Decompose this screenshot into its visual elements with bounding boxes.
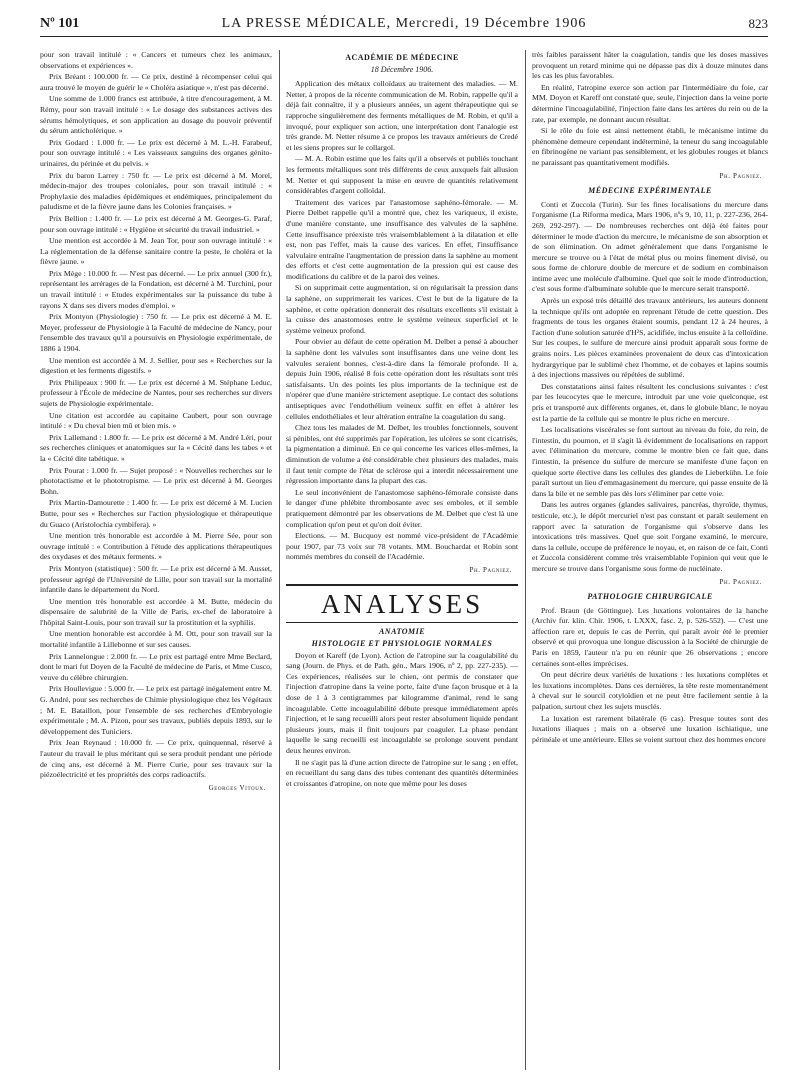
subsection-heading: HISTOLOGIE ET PHYSIOLOGIE NORMALES xyxy=(311,639,493,649)
journal-title: LA PRESSE MÉDICALE, Mercredi, 19 Décembre 1906 xyxy=(221,16,587,31)
paragraph: Prix Lallemand : 1.800 fr. — Le prix est décerné à M. André Léri, pour ses recherches cliniques et anatomiques sur la « Cécité dans les tabes » et la « Cécité dite tabétique. » xyxy=(40,432,272,463)
paragraph: Doyon et Kareff (de Lyon). Action de l'atropine sur la coagulabilité du sang (Journ. de Phys. et de Path. gén., Mars 1906, nº 2, pp. 227-235). — Ces expériences, réalisées sur le chien, ont permis de constater que l'injection d'atropine dans la veine porte, faite d'une façon brusque et à la dose de 1 à 3 centigrammes par kilogramme d'animal, rend le sang incoagulable. Cette incoagulabilité débute presque immédiatement après l'injection, et le sang recueilli alors peut rester absolument liquide pendant plusieurs jours, mais il finit toujours par coaguler. La phase pendant laquelle le sang recueilli est incoagulable se prolonge souvent pendant deux heures environ. xyxy=(286,650,518,756)
author-signature: Ph. Pagniez. xyxy=(469,565,512,574)
paragraph: Prix Montyon (statistique) : 500 fr. — Le prix est décerné à M. Ausset, professeur agrégé de l'Université de Lille, pour son travail sur la mortalité infantile dans le département du Nord. xyxy=(40,563,272,595)
paragraph: Prix Bellion : 1.400 fr. — Le prix est décerné à M. Georges-G. Paraf, pour son ouvrage intitulé : « Hygiène et sécurité du travail industriel. » xyxy=(40,213,272,234)
paragraph: Une mention très honorable est accordée à M. Butte, médecin du dispensaire de salubrité de la Ville de Paris, ex-chef de laboratoire à l'hôpital Saint-Louis, pour son travail sur la prostitution et la syphilis. xyxy=(40,596,272,627)
page-number: 823 xyxy=(748,16,768,31)
paragraph: On peut décrire deux variétés de luxations : les luxations complètes et les luxations incomplètes. Dans ces dernières, la tête reste momentanément à cheval sur le sourcil cotyloïdien et ne peut être facilement sentie à la palpation, surtout chez les sujets musclés. xyxy=(532,670,768,712)
author-signature: Ph. Pagniez. xyxy=(719,577,762,586)
paragraph: Traitement des varices par l'anastomose saphéno-fémorale. — M. Pierre Delbet rappelle qu'il a montré que, chez les variqueux, il existe, d'une manière constante, une insuffisance des valvules de la saphène. Cette insuffisance préexiste très vraisemblablement à la dilatation et elle est, non pas l'effet, mais la cause des varices. En effet, l'insuffisance valvulaire entraîne l'augmentation de pression dans la saphène au moment des efforts et c'est cette augmentation de la pression qui est cause des modifications du calibre et de la paroi des veines. xyxy=(286,197,518,281)
paragraph: Si on supprimait cette augmentation, si on régularisait la pression dans la saphène, on supprimerait les varices. C'est le but de la ligature de la saphène, et cette opération donnerait des résultats excellents s'il existait à la cuisse des anastomoses entre le système veineux superficiel et le système veineux profond. xyxy=(286,283,518,335)
paragraph: Une mention est accordée à M. Jean Tor, pour son ouvrage intitulé : « La réglementation de la défense sanitaire contre la peste, le choléra et la fièvre jaune. » xyxy=(40,236,272,267)
paragraph: pour son travail intitulé : « Cancers et tumeurs chez les animaux, observations et expériences ». xyxy=(40,50,272,70)
page-header xyxy=(40,14,768,37)
author-signature: Georges Vitoux. xyxy=(208,783,266,792)
paragraph: Une mention honorable est accordée à M. Ott, pour son travail sur la mortalité infantile à Lillebonne et sur ses causes. xyxy=(40,629,272,650)
paragraph: La luxation est rarement bilatérale (6 cas). Presque toutes sont des luxations iliaques ; mais on a observé une luxation ischiatique, une périnéale et une antérieure. Elles se voient surtout chez des hommes encore xyxy=(532,713,768,744)
paragraph: Prix Bréant : 100.000 fr. — Ce prix, destiné à récompenser celui qui aura trouvé le moyen de guérir le « Choléra asiatique », n'est pas décerné. xyxy=(40,72,272,92)
paragraph: Prix Jean Reynaud : 10.000 fr. — Ce prix, quinquennal, réservé à l'auteur du travail le plus méritant qui se sera produit pendant une période de cinq ans, est décerné à M. Pierre Curie, pour ses travaux sur la piézoélectricité et les propriétés des corps radioactifs. xyxy=(40,738,272,780)
paragraph: Si le rôle du foie est ainsi nettement établi, le mécanisme intime du phénomène demeure cependant indéterminé, la teneur du sang incoagulable en fibrinogène ne variant pas sensiblement, et les globules rouges et blancs ne paraissant pas quantitativement modifiés. xyxy=(532,126,768,167)
paragraph: Il ne s'agit pas là d'une action directe de l'atropine sur le sang ; en effet, en recueillant du sang dans des tubes contenant des quantités déterminées et croissantes d'atropine, on note que même pour les doses xyxy=(286,757,518,788)
paragraph: Application des métaux colloïdaux au traitement des maladies. — M. Netter, à propos de la récente communication de M. Robin, rappelle qu'il a déjà fait connaître, il y a plusieurs années, un agent thérapeutique qui se rapproche singulièrement des ferments métalliques de M. Robin, et qu'il a invoqué, pour expliquer son action, une interprétation dont l'analogie est très grande. M. Netter résume à ce propos les travaux antérieurs de Credé et les siens propres sur le collargol. xyxy=(286,79,518,152)
paragraph: Prix Philipeaux : 900 fr. — Le prix est décerné à M. Stéphane Leduc, professeur à l'École de médecine de Nantes, pour ses recherches sur divers sujets de Physiologie expérimentale. xyxy=(40,377,272,408)
section-heading: PATHOLOGIE CHIRURGICALE xyxy=(587,592,713,602)
paragraph: Des constatations ainsi faites résultent les conclusions suivantes : c'est par les leucocytes que le mercure, introduit par une voie quelconque, est pris et transporté aux différents organes, et, dans le globule blanc, le noyau est la partie de la cellule qui se montre le plus riche en mercure. xyxy=(532,381,768,423)
paragraph: Prix Mège : 10.000 fr. — N'est pas décerné. — Le prix annuel (300 fr.), représentant les arrérages de la Fondation, est décerné à M. Turchini, pour un travail intitulé : « Etudes expérimentales sur la puissance du tube à rayons X dans ses divers modes d'emploi. » xyxy=(40,268,272,310)
paragraph: Pour obvier au défaut de cette opération M. Delbet a pensé à aboucher la saphène dont les valvules sont insuffisantes dans une veine dont les valvules seraient bonnes, c'est-à-dire dans la fémorale profonde. Il a, depuis Juin 1906, réalisé 8 fois cette opération dont les résultats sont très satisfaisants. Un des points les plus importants de la technique est de n'opérer que d'une manière strictement aseptique. Le contact des solutions antiseptiques avec l'endothélium veineux suffit en effet à altérer les cellules endothéliales et leur altération entraîne la coagulation du sang. xyxy=(286,337,518,421)
paragraph: Elections. — M. Bucquoy est nommé vice-président de l'Académie pour 1907, par 73 voix sur 78 votants. MM. Bouchardat et Robin sont nommés membres du conseil de l'Académie. xyxy=(286,531,518,562)
paragraph: très faibles paraissent hâter la coagulation, tandis que les doses massives provoquent un retard minime qui ne dépasse pas dix à douze minutes dans les cas les plus favorables. xyxy=(532,50,768,81)
paragraph: Prix Godard : 1.000 fr. — Le prix est décerné à M. L.-H. Farabeuf, pour son ouvrage intitulé : « Les vaisseaux sanguins des organes génito-urinaires, du périnée et du pelvis. » xyxy=(40,137,272,168)
paragraph: — M. A. Robin estime que les faits qu'il a observés et publiés touchant les ferments métalliques sont très différents de ceux auxquels fait allusion M. Netter et qui supposent la mise en œuvre de quantités relativement considérables d'argent colloïdal. xyxy=(286,154,518,196)
paragraph: Conti et Zuccola (Turin). Sur les fines localisations du mercure dans l'organisme (La Riforma medica, Mars 1906, nºs 9, 10, 11, p. 227-236, 264-269, 292-297). — De nombreuses recherches ont déjà été faites pour déterminer le mode d'action du mercure, le mécanisme de son absorption et de son élimination. On admet généralement que dans l'organisme le mercure se trouve ou à l'état de métal plus ou moins finement divisé, ou sous forme de chlorure double de mercure et de sodium en combinaison intime avec une molécule d'albumine. Quel que soit le mode d'introduction, c'est sous forme d'albuminate soluble que le mercure serait transporté. xyxy=(532,199,768,294)
paragraph: Une mention est accordée à M. J. Sellier, pour ses « Recherches sur la digestion et les ferments digestifs. » xyxy=(40,355,272,376)
paragraph: Prix Martin-Damourette : 1.400 fr. — Le prix est décerné à M. Lucien Butte, pour ses « Recherches sur l'action physiologique et thérapeutique du Guaco (Aristolochia cymbifera). » xyxy=(40,498,272,529)
author-signature: Ph. Pagniez. xyxy=(719,171,762,180)
paragraph: Après un exposé très détaillé des travaux antérieurs, les auteurs donnent la technique qu'ils ont adoptée en reprenant l'étude de cette question. Des fragments de tous les organes étaient soumis, pendant 12 à 24 heures, à l'action d'une solution saturée d'H²S, acidifiée, inclus ensuite à la celloïdine. Sur les coupes, le sulfure de mercure ainsi produit apparaît sous forme de grains noirs. Les pièces examinées provenaient de deux cas d'intoxication hydrargyrique par le sublimé chez l'homme, et de cobayes et lapins soumis à des injections massives ou répétées de sublimé. xyxy=(532,296,768,380)
column-rule-2 xyxy=(525,50,526,1070)
column-3 xyxy=(532,50,768,1078)
section-date: 18 Décembre 1906. xyxy=(370,64,434,74)
paragraph: Chez tous les malades de M. Delbet, les troubles fonctionnels, souvent si pénibles, ont été supprimés par l'opération, les ulcères se sont cicatrisés, la pigmentation a diminué. En ce qui concerne les varices elles-mêmes, la diminution de volume a été considérable chez plusieurs des malades, mais il faut tenir compte de l'état de sclérose qui a interdit nécessairement une régression importante dans la plupart des cas. xyxy=(286,423,518,486)
paragraph: Une citation est accordée au capitaine Caubert, pour son ouvrage intitulé : « Du cheval bien mû et bien mis. » xyxy=(40,410,272,431)
section-heading: MÉDECINE EXPÉRIMENTALE xyxy=(588,186,712,196)
analyses-heading: ANALYSES xyxy=(286,584,518,623)
paragraph: Prix Montyon (Physiologie) : 750 fr. — Le prix est décerné à M. E. Meyer, professeur de Physiologie à la Faculté de médecine de Nancy, pour l'ensemble des travaux qu'il a poursuivis en Physiologie expérimentale, de 1886 à 1904. xyxy=(40,312,272,354)
column-rule-1 xyxy=(279,50,280,1070)
paragraph: Prof. Braun (de Göttingue). Les luxations volontaires de la hanche (Archiv fur. klin. Chir. 1906, t. LXXX, fasc. 2, p. 526-552). — C'est une affection rare et, depuis le cas de Perrin, qui paraît avoir été le premier observé et qui provoqua une longue discussion à la Société de chirurgie de Paris en 1859, l'auteur n'a pu en réunir que 26 observations ; encore certaines sont-elles imprécises. xyxy=(532,605,768,668)
paragraph: Prix du baron Larrey : 750 fr. — Le prix est décerné à M. Morel, médecin-major des troupes coloniales, pour son travail intitulé : « Prophylaxie des maladies épidémiques et endémiques, principalement du paludisme et de la fièvre jaune dans les Colonies françaises. » xyxy=(40,170,272,212)
paragraph: Le seul inconvénient de l'anastomose saphéno-fémorale consiste dans le danger d'une phlébite thrombosante avec ses emboles, et il semble pratiquement démontré par les observations de M. Delbet que c'est là une complication qu'on peut et qu'on doit éviter. xyxy=(286,487,518,529)
paragraph: Une somme de 1.000 francs est attribuée, à titre d'encouragement, à M. Rémy, pour son travail intitulé : « Le dosage des substances actives des sérums hémolytiques, et son application au dosage du pouvoir préventif du sérum anticholérique. » xyxy=(40,94,272,136)
paragraph: Dans les autres organes (glandes salivaires, pancréas, thyroïde, thymus, testicule, etc.), le dépôt mercuriel n'est pas constant et paraît seulement en rapport avec la saturation de l'organisme qui s'observe dans les intoxications très massives. Quel que soit l'organe examiné, le mercure, dans la cellule, occupe de préférence le noyau, et, en raison de ce fait, Conti et Zuccola considèrent comme très vraisemblable l'opinion qui veut que le mercure se trouve dans l'organisme sous forme de nucléinate. xyxy=(532,500,768,573)
paragraph: Prix Houllevigue : 5.000 fr. — Le prix est partagé inégalement entre M. G. André, pour ses recherches de Chimie physiologique chez les Végétaux ; M. E. Bataillon, pour l'ensemble de ses recherches d'Embryologie expérimentale ; M. A. Pizon, pour ses travaux, publiés depuis 1893, sur le développement des Tuniciers. xyxy=(40,684,272,736)
paragraph: Les localisations viscérales se font surtout au niveau du foie, du rein, de l'intestin, du poumon, et il s'agit là évidemment de localisations en rapport avec l'élimination du mercure, comme le montre bien ce fait que, dans l'intestin, la présence du sulfure de mercure se manifeste d'une façon en quelque sorte élective dans les cellules des glandes de Lieberkühn. Le foie paraît surtout un lieu d'emmagasinement du mercure, qui passe ensuite de là dans la bile et ne semble pas dès lors s'éliminer par cette voie. xyxy=(532,425,768,498)
subsection-heading: ANATOMIE xyxy=(378,626,426,636)
column-2 xyxy=(286,50,518,1078)
issue-number: Nº 101 xyxy=(40,16,80,31)
paragraph: Prix Lannelongue : 2.000 fr. — Le prix est partagé entre Mme Beclard, dont le mari fut Doyen de la Faculté de médecine de Paris, et Mme Cusco, veuve du célèbre chirurgien. xyxy=(40,651,272,682)
section-heading: ACADÉMIE DE MÉDECINE xyxy=(345,53,459,62)
paragraph: Une mention très honorable est accordée à M. Pierre Sée, pour son ouvrage intitulé : « Contribution à l'étude des applications thérapeutiques des oxydases et des métaux ferments. » xyxy=(40,531,272,562)
paragraph: Prix Pourat : 1.000 fr. — Sujet proposé : « Nouvelles recherches sur le phototactisme et le phototropisme. — Le prix est décerné à M. Georges Bohn. xyxy=(40,465,272,496)
paragraph: En réalité, l'atropine exerce son action par l'intermédiaire du foie, car MM. Doyon et Kareff ont constaté que, seule, l'injection dans la veine porte détermine l'incoagulabilité, l'injection faite dans les artères du rein ou de la rate, par exemple, ne donnant aucun résultat. xyxy=(532,82,768,124)
column-1 xyxy=(40,50,272,1078)
